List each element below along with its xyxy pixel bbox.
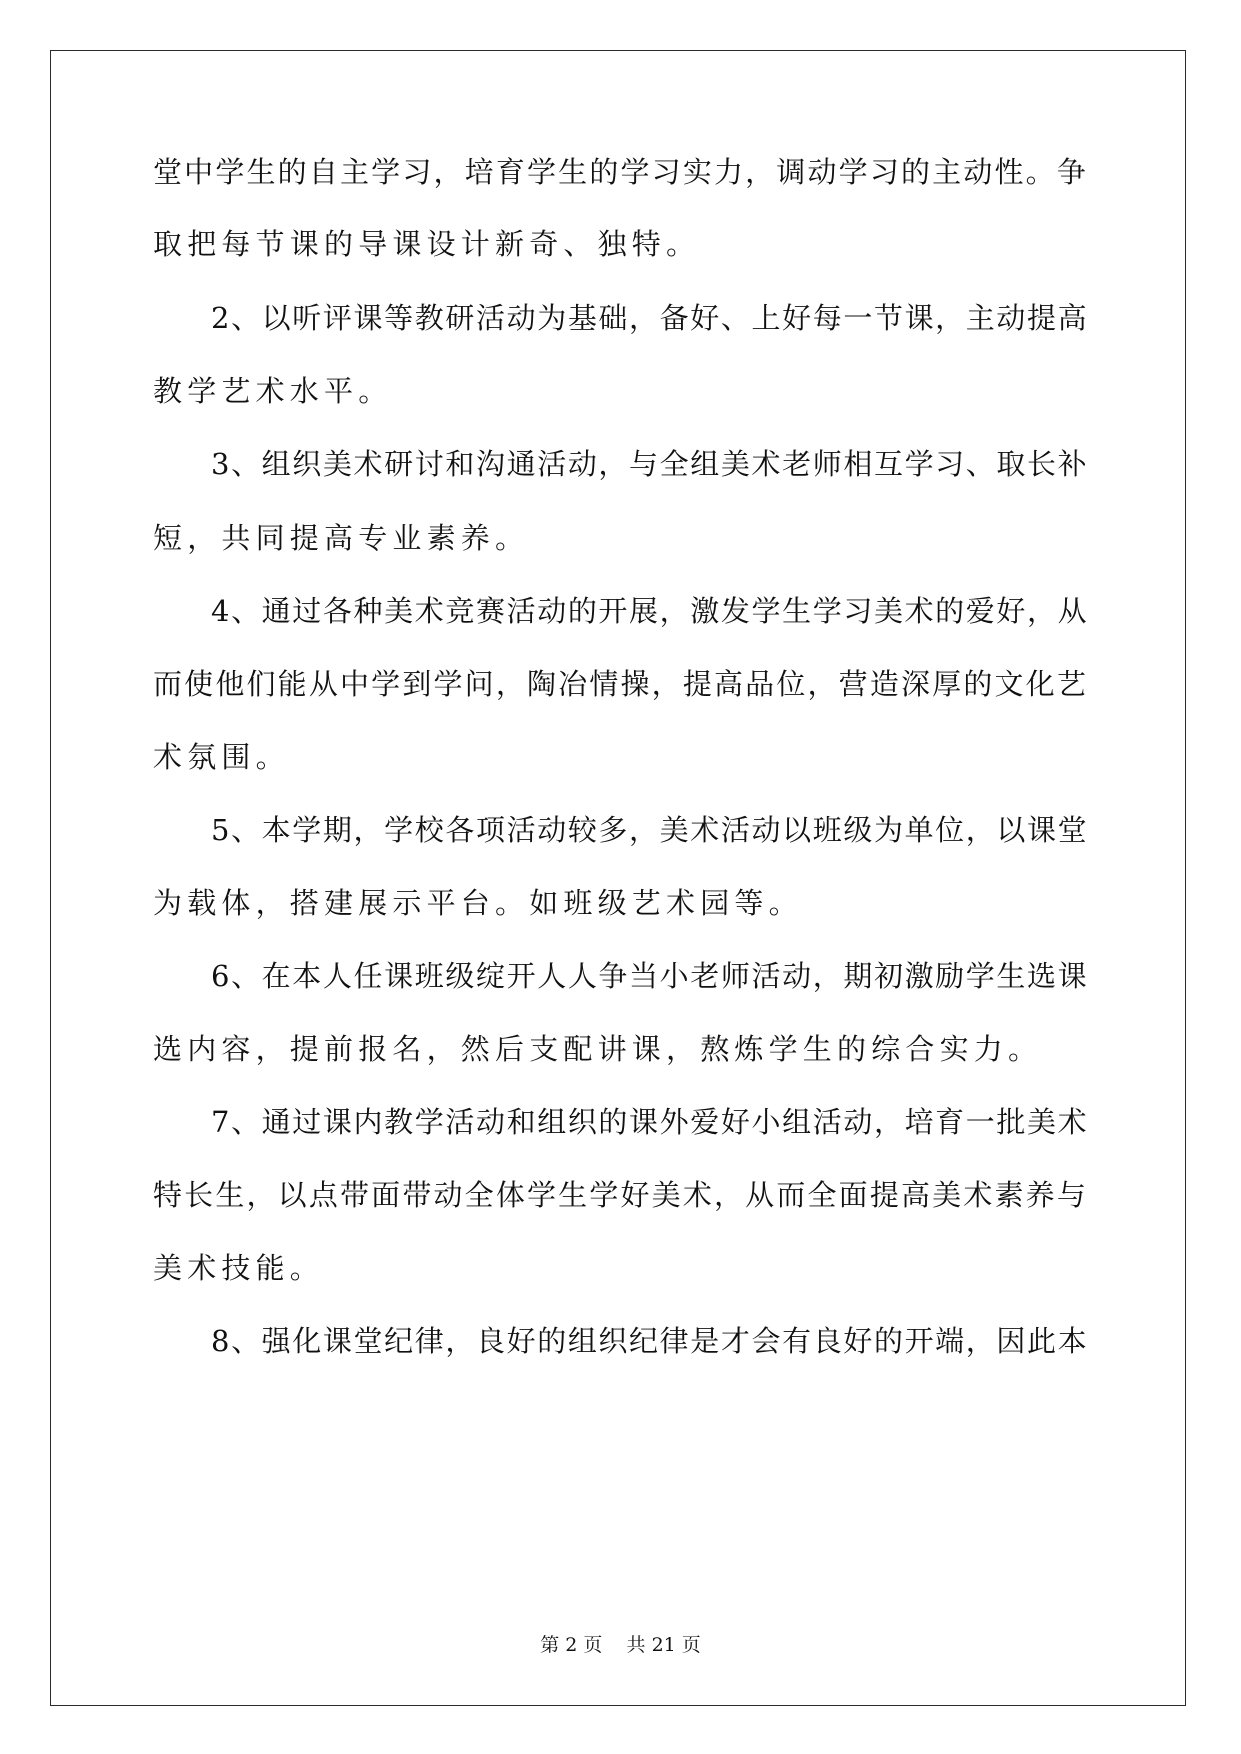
body-line: 而使他们能从中学到学问，陶冶情操，提高品位，营造深厚的文化艺 <box>153 667 1089 701</box>
body-line: 6、在本人任课班级绽开人人争当小老师活动，期初激励学生选课 <box>211 959 1089 993</box>
body-line: 特长生，以点带面带动全体学生学好美术，从而全面提高美术素养与 <box>153 1178 1089 1212</box>
body-line: 美术技能。 <box>153 1251 325 1285</box>
body-line: 4、通过各种美术竞赛活动的开展，激发学生学习美术的爱好，从 <box>211 594 1089 628</box>
body-line: 为载体，搭建展示平台。如班级艺术园等。 <box>153 886 803 920</box>
body-line: 术氛围。 <box>153 740 290 774</box>
body-line: 2、以听评课等教研活动为基础，备好、上好每一节课，主动提高 <box>211 301 1089 335</box>
body-line: 8、强化课堂纪律，良好的组织纪律是才会有良好的开端，因此本 <box>211 1324 1089 1358</box>
page-number-footer: 第 2 页 共 21 页 <box>540 1634 701 1656</box>
body-line: 取把每节课的导课设计新奇、独特。 <box>153 227 701 261</box>
page-border <box>50 50 1186 1706</box>
body-line: 3、组织美术研讨和沟通活动，与全组美术老师相互学习、取长补 <box>211 447 1089 481</box>
body-line: 教学艺术水平。 <box>153 374 393 408</box>
body-line: 7、通过课内教学活动和组织的课外爱好小组活动，培育一批美术 <box>211 1105 1089 1139</box>
body-line: 5、本学期，学校各项活动较多，美术活动以班级为单位，以课堂 <box>211 813 1089 847</box>
body-line: 短，共同提高专业素养。 <box>153 521 530 555</box>
body-line: 选内容，提前报名，然后支配讲课，熬炼学生的综合实力。 <box>153 1032 1043 1066</box>
body-line: 堂中学生的自主学习，培育学生的学习实力，调动学习的主动性。争 <box>153 155 1089 189</box>
